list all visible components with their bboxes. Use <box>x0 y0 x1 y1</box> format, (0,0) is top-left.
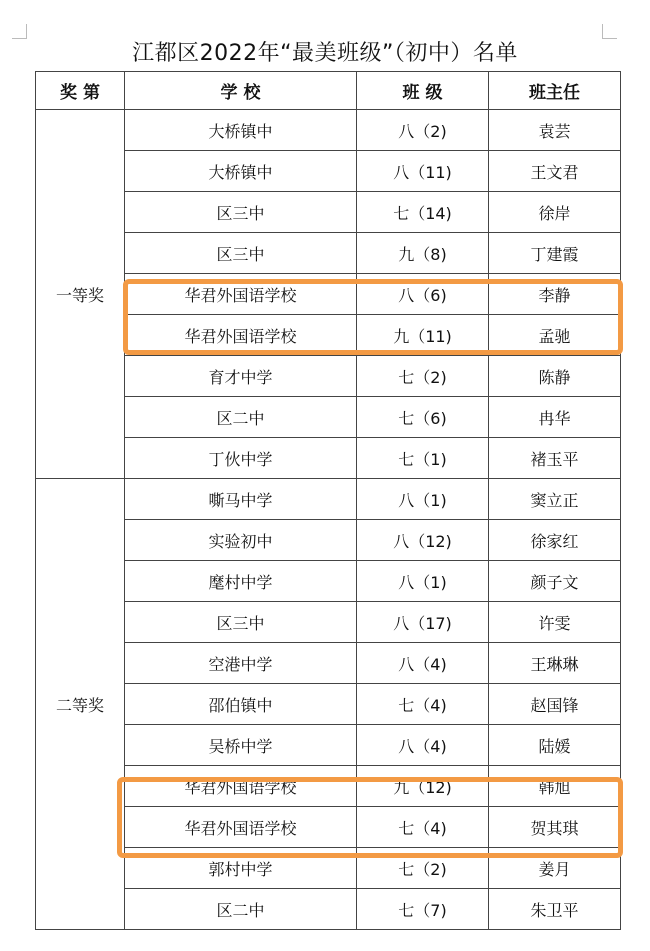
teacher-cell: 陈静 <box>489 356 621 397</box>
school-cell: 麾村中学 <box>125 561 357 602</box>
award-level-cell: 二等奖 <box>36 479 125 930</box>
table-row <box>36 110 621 151</box>
award-level-cell: 一等奖 <box>36 110 125 479</box>
school-cell: 郭村中学 <box>125 848 357 889</box>
class-cell: 八（1) <box>357 561 489 602</box>
school-cell: 实验初中 <box>125 520 357 561</box>
class-cell: 八（4) <box>357 643 489 684</box>
class-cell: 七（14) <box>357 192 489 233</box>
school-cell: 吴桥中学 <box>125 725 357 766</box>
teacher-cell: 袁芸 <box>489 110 621 151</box>
school-cell: 华君外国语学校 <box>125 315 357 356</box>
teacher-cell: 韩旭 <box>489 766 621 807</box>
teacher-cell: 陆媛 <box>489 725 621 766</box>
school-cell: 区三中 <box>125 233 357 274</box>
teacher-cell: 丁建霞 <box>489 233 621 274</box>
class-cell: 七（1) <box>357 438 489 479</box>
teacher-cell: 褚玉平 <box>489 438 621 479</box>
school-cell: 区二中 <box>125 397 357 438</box>
class-cell: 八（11) <box>357 151 489 192</box>
teacher-cell: 王文君 <box>489 151 621 192</box>
school-cell: 区三中 <box>125 602 357 643</box>
class-cell: 八（17) <box>357 602 489 643</box>
header-class: 班 级 <box>357 72 489 110</box>
teacher-cell: 贺其琪 <box>489 807 621 848</box>
class-cell: 七（6) <box>357 397 489 438</box>
class-cell: 八（2) <box>357 110 489 151</box>
teacher-cell: 李静 <box>489 274 621 315</box>
school-cell: 邵伯镇中 <box>125 684 357 725</box>
teacher-cell: 徐家红 <box>489 520 621 561</box>
school-cell: 区三中 <box>125 192 357 233</box>
page-title: 江都区2022年“最美班级”（初中）名单 <box>132 41 518 66</box>
school-cell: 华君外国语学校 <box>125 766 357 807</box>
class-cell: 八（12) <box>357 520 489 561</box>
school-cell: 华君外国语学校 <box>125 274 357 315</box>
school-cell: 嘶马中学 <box>125 479 357 520</box>
table-row <box>36 479 621 520</box>
class-cell: 九（8) <box>357 233 489 274</box>
school-cell: 大桥镇中 <box>125 151 357 192</box>
teacher-cell: 许雯 <box>489 602 621 643</box>
class-cell: 八（1) <box>357 479 489 520</box>
school-cell: 丁伙中学 <box>125 438 357 479</box>
class-cell: 七（4) <box>357 684 489 725</box>
class-cell: 七（4) <box>357 807 489 848</box>
table-header-row <box>36 72 621 110</box>
class-cell: 九（12) <box>357 766 489 807</box>
teacher-cell: 王琳琳 <box>489 643 621 684</box>
school-cell: 空港中学 <box>125 643 357 684</box>
teacher-cell: 姜月 <box>489 848 621 889</box>
class-cell: 八（6) <box>357 274 489 315</box>
class-cell: 八（4) <box>357 725 489 766</box>
class-cell: 七（2) <box>357 356 489 397</box>
class-cell: 七（2) <box>357 848 489 889</box>
teacher-cell: 冉华 <box>489 397 621 438</box>
header-teacher: 班主任 <box>489 72 621 110</box>
teacher-cell: 窦立正 <box>489 479 621 520</box>
class-cell: 七（7) <box>357 889 489 930</box>
school-cell: 育才中学 <box>125 356 357 397</box>
highlight-box-first <box>123 279 623 355</box>
school-cell: 华君外国语学校 <box>125 807 357 848</box>
header-award: 奖 第 <box>36 72 125 110</box>
teacher-cell: 朱卫平 <box>489 889 621 930</box>
header-school: 学 校 <box>125 72 357 110</box>
teacher-cell: 赵国锋 <box>489 684 621 725</box>
school-cell: 区二中 <box>125 889 357 930</box>
teacher-cell: 颜子文 <box>489 561 621 602</box>
highlight-box-second <box>117 777 623 858</box>
school-cell: 大桥镇中 <box>125 110 357 151</box>
teacher-cell: 孟驰 <box>489 315 621 356</box>
teacher-cell: 徐岸 <box>489 192 621 233</box>
class-cell: 九（11) <box>357 315 489 356</box>
